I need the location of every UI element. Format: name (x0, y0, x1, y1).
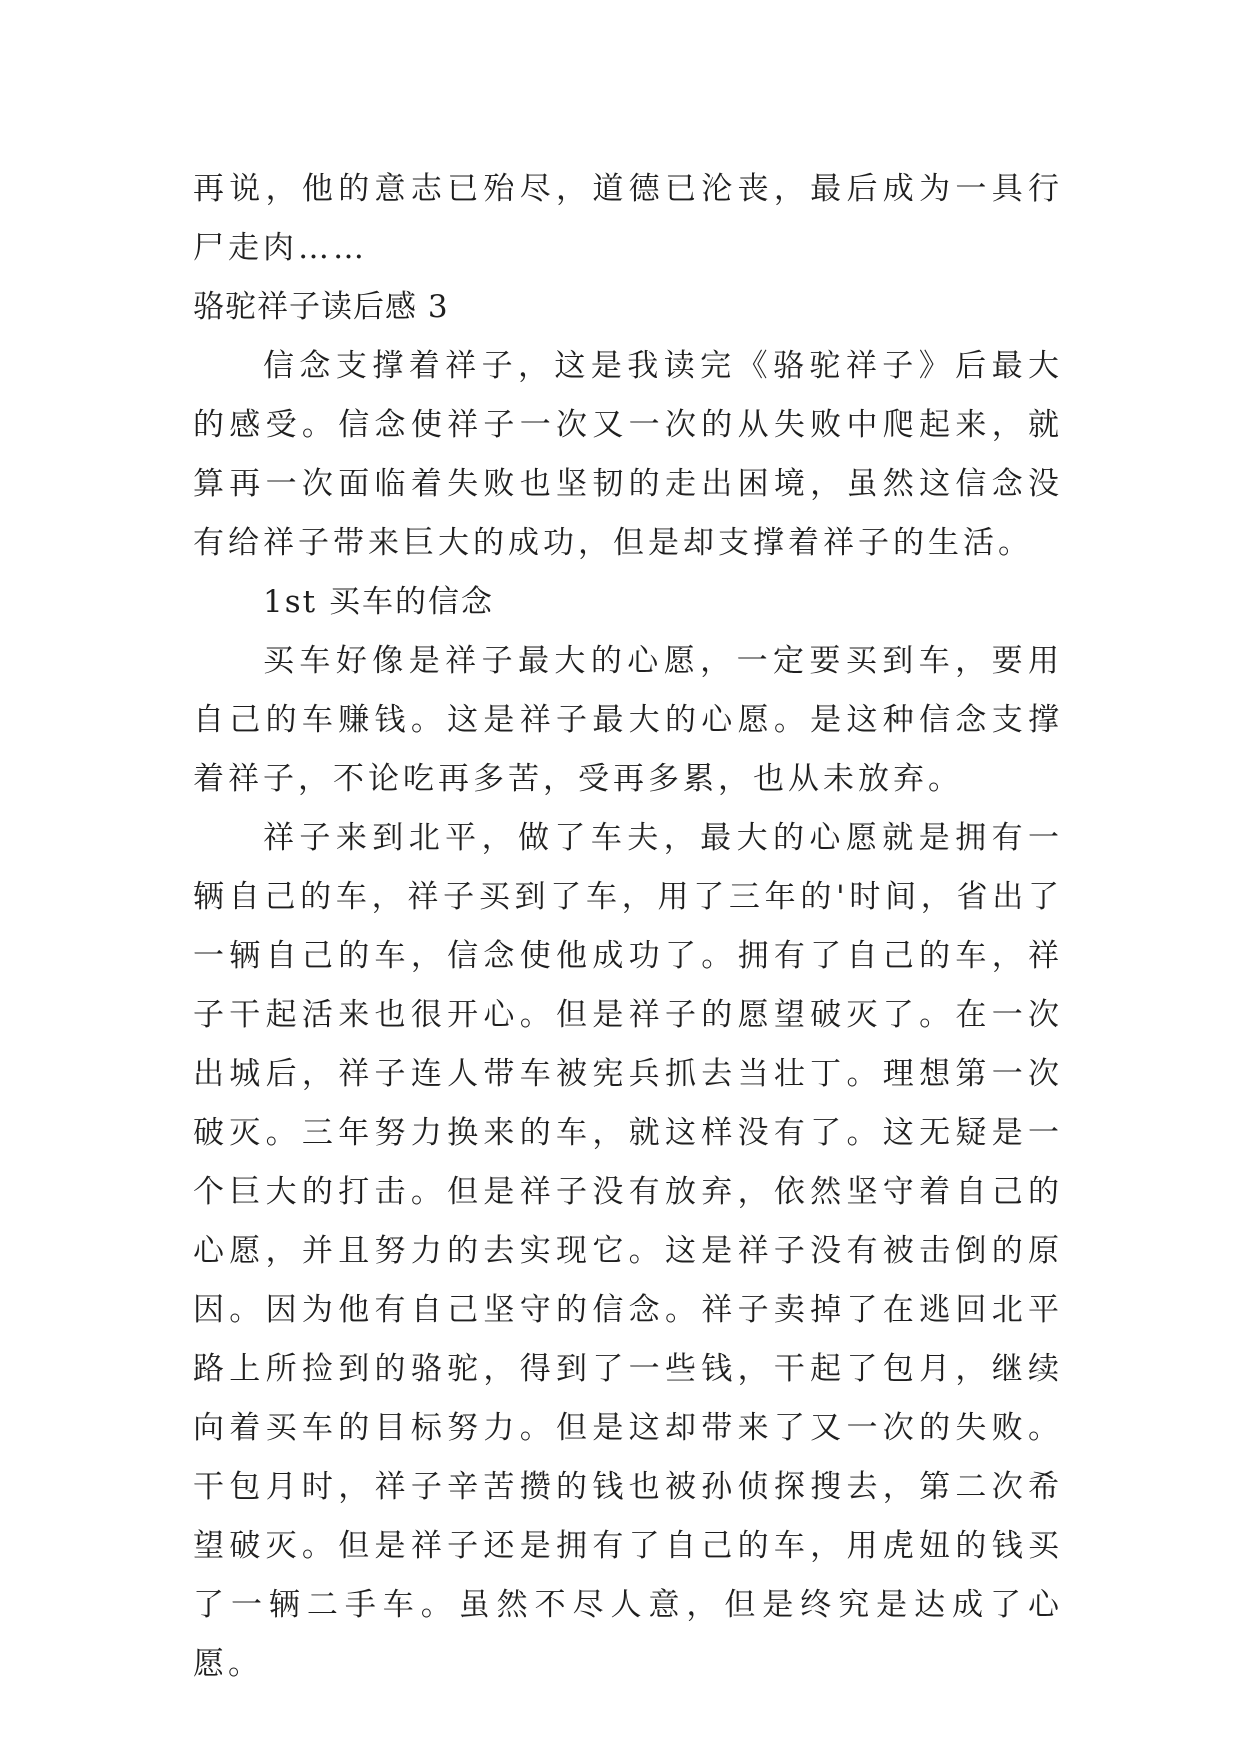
document-body (193, 160, 1063, 1694)
subheading: 1st 买车的信念 (263, 584, 494, 620)
intro-paragraph: 再说，他的意志已殆尽，道德已沦丧，最后成为一具行尸走肉…… (193, 171, 1063, 266)
body-paragraph: 祥子来到北平，做了车夫，最大的心愿就是拥有一辆自己的车，祥子买到了车，用了三年的'时间，省出了一辆自己的车，信念使他成功了。拥有了自己的车，祥子干起活来也很开心。但是祥子的愿望破灭了。在一次出城后，祥子连人带车被宪兵抓去当壮丁。理想第一次破灭。三年努力换来的车，就这样没有了。这无疑是一个巨大的打击。但是祥子没有放弃，依然坚守着自己的心愿，并且努力的去实现它。这是祥子没有被击倒的原因。因为他有自己坚守的信念。祥子卖掉了在逃回北平路上所捡到的骆驼，得到了一些钱，干起了包月，继续向着买车的目标努力。但是这却带来了又一次的失败。干包月时，祥子辛苦攒的钱也被孙侦探搜去，第二次希望破灭。但是祥子还是拥有了自己的车，用虎妞的钱买了一辆二手车。虽然不尽人意，但是终究是达成了心愿。 (193, 820, 1063, 1682)
body-paragraph: 信念支撑着祥子，这是我读完《骆驼祥子》后最大的感受。信念使祥子一次又一次的从失败中爬起来，就算再一次面临着失败也坚韧的走出困境，虽然这信念没有给祥子带来巨大的成功，但是却支撑着祥子的生活。 (193, 348, 1063, 561)
section-title: 骆驼祥子读后感 3 (193, 289, 449, 325)
body-paragraph: 买车好像是祥子最大的心愿，一定要买到车，要用自己的车赚钱。这是祥子最大的心愿。是这种信念支撑着祥子，不论吃再多苦，受再多累，也从未放弃。 (193, 643, 1063, 797)
